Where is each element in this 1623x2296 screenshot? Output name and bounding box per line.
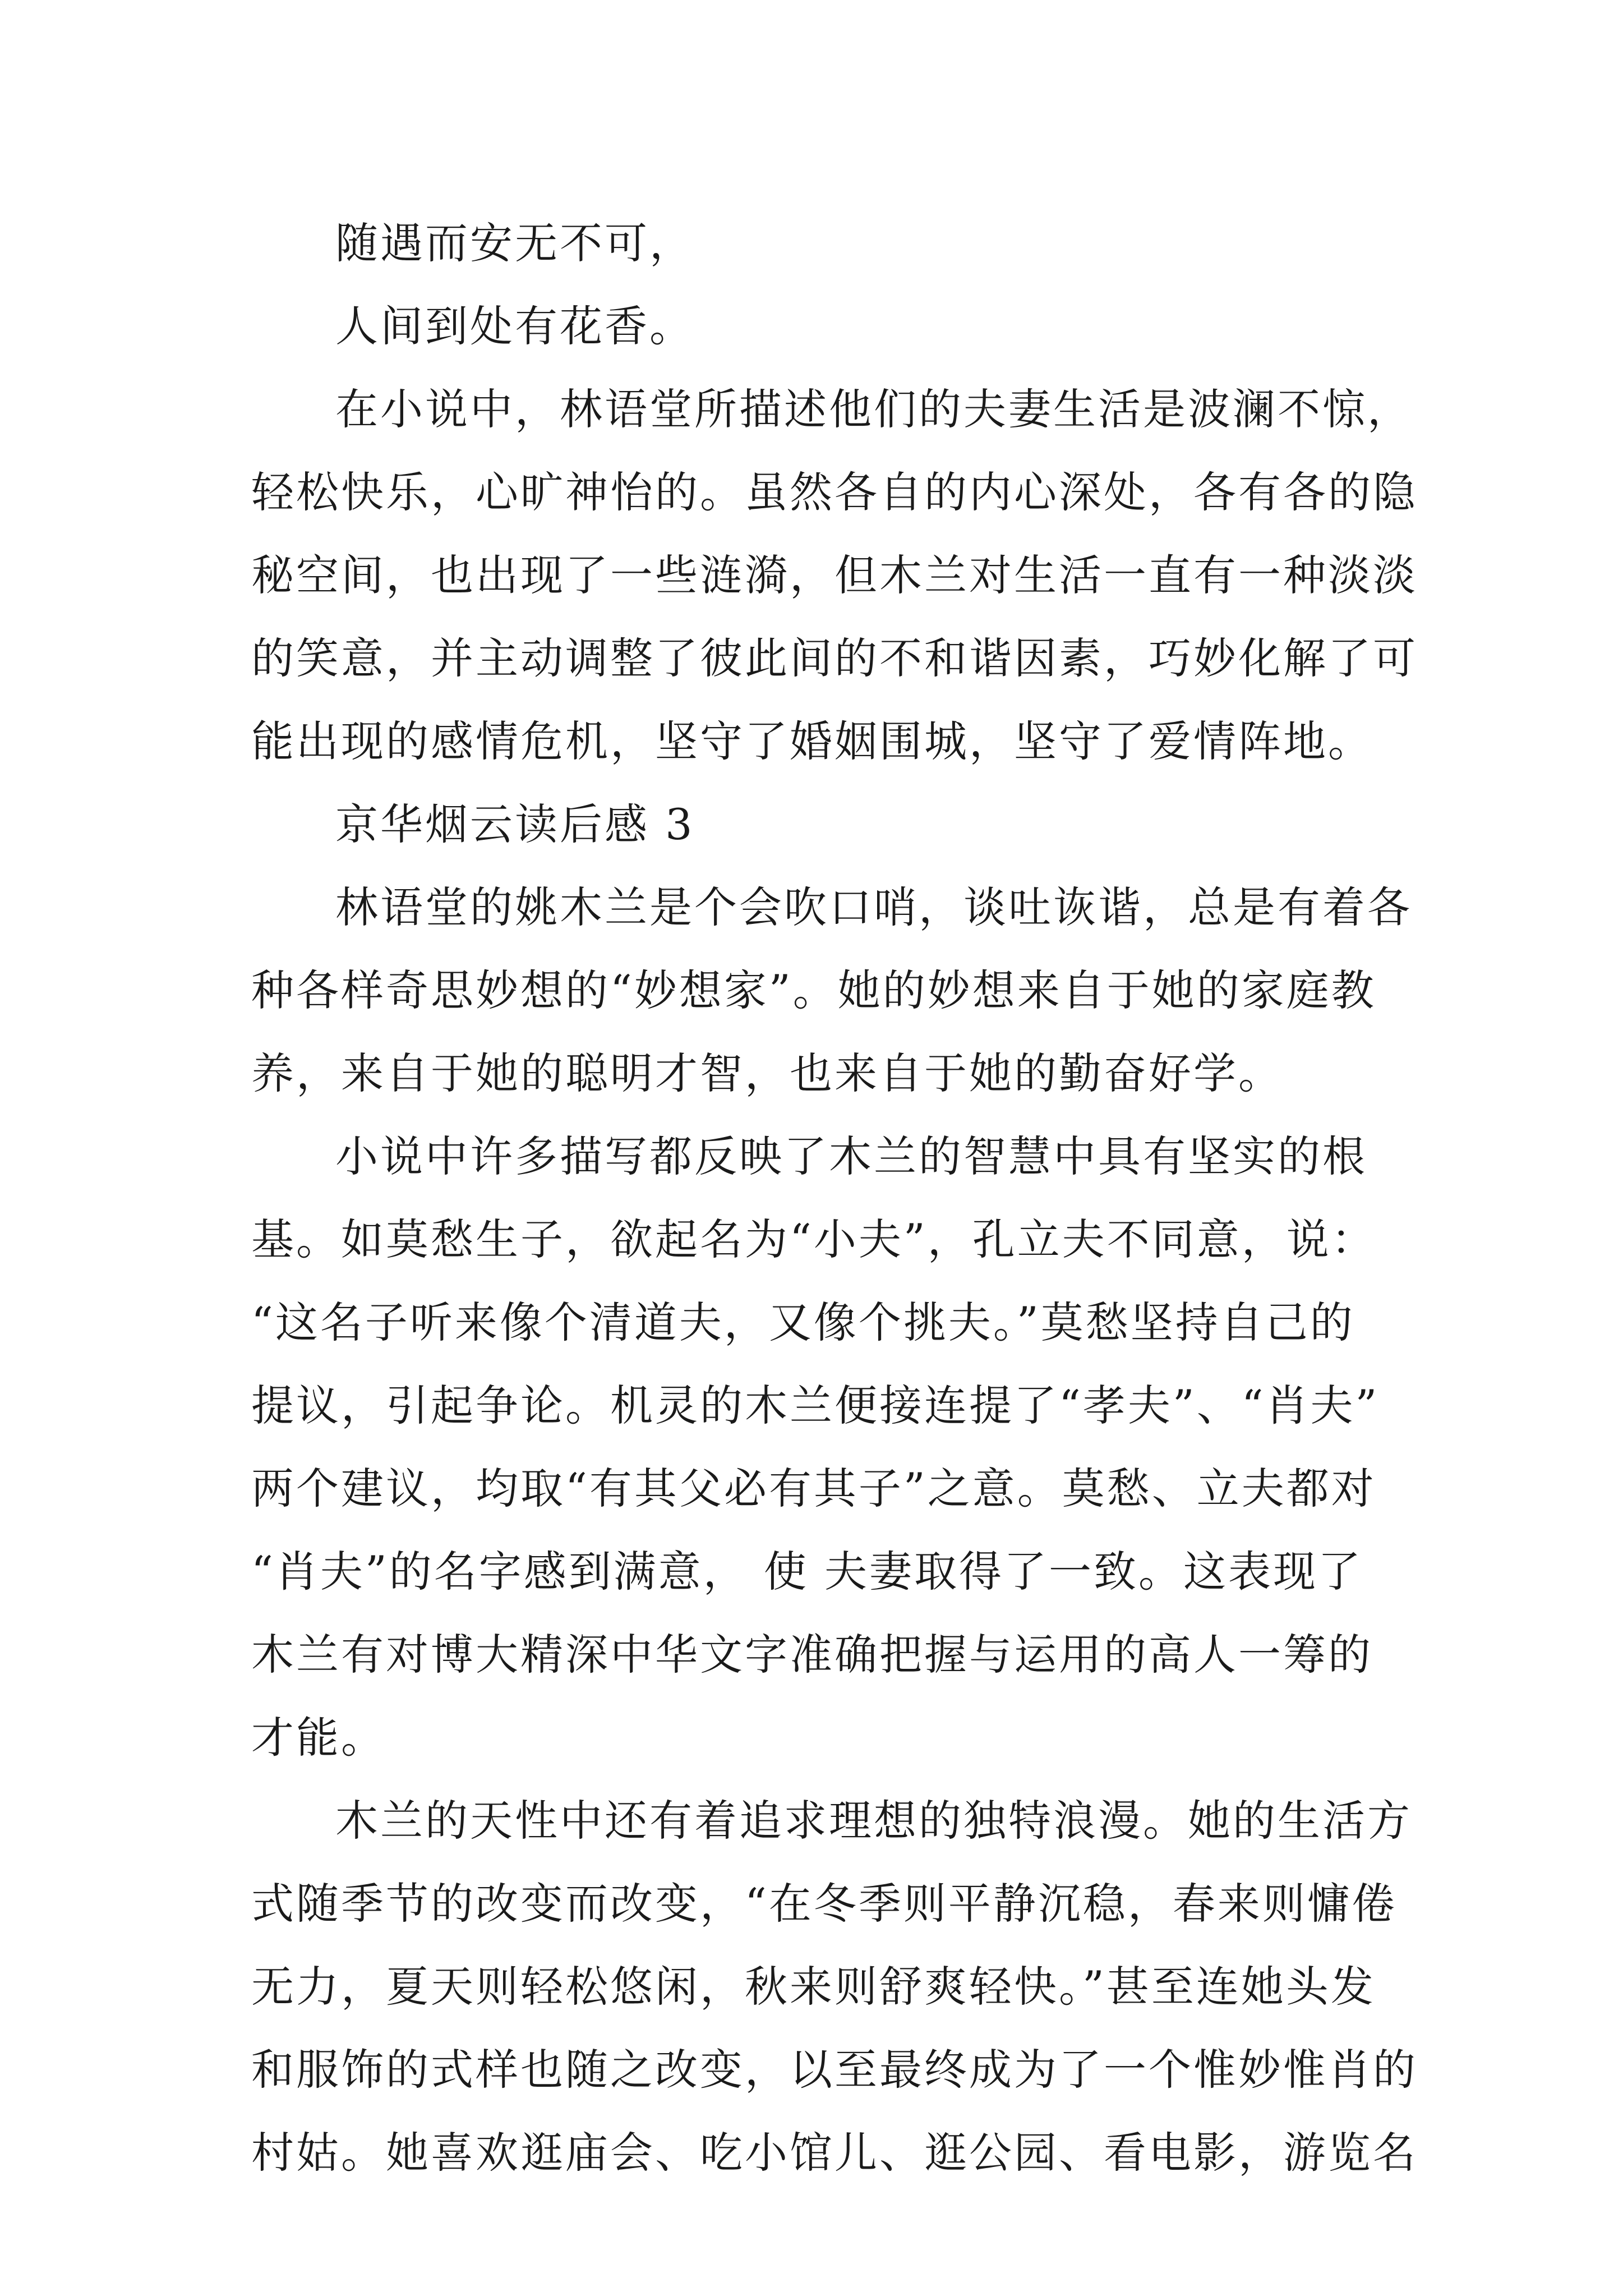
paragraph-line: 木兰的天性中还有着追求理想的独特浪漫。她的生活方 [335,1796,1412,1846]
paragraph-line: 两个建议，均取“有其父必有其子”之意。莫愁、立夫都对 [251,1464,1376,1513]
paragraph-line: 能出现的感情危机，坚守了婚姻围城，坚守了爱情阵地。 [251,716,1373,766]
paragraph-line: 基。如莫愁生子，欲起名为“小夫”，孔立夫不同意，说： [251,1214,1376,1264]
paragraph-line: 轻松快乐，心旷神怡的。虽然各自的内心深处，各有各的隐 [251,467,1418,517]
paragraph-line: 无力，夏天则轻松悠闲，秋来则舒爽轻快。”甚至连她头发 [251,1962,1376,2012]
paragraph-line: 村姑。她喜欢逛庙会、吃小馆儿、逛公园、看电影，游览名 [251,2128,1418,2178]
paragraph-line: 的笑意，并主动调整了彼此间的不和谐因素，巧妙化解了可 [251,633,1418,683]
paragraph-line: 式随季节的改变而改变，“在冬季则平静沉稳，春来则慵倦 [251,1879,1397,1929]
paragraph-line: 才能。 [251,1713,386,1763]
paragraph-line: 木兰有对博大精深中华文字准确把握与运用的高人一筹的 [251,1630,1373,1680]
paragraph-line: “肖夫”的名字感到满意， 使 夫妻取得了一致。这表现了 [251,1547,1363,1596]
paragraph-line: 和服饰的式样也随之改变，以至最终成为了一个惟妙惟肖的 [251,2045,1418,2095]
paragraph-line: 种各样奇思妙想的“妙想家”。她的妙想来自于她的家庭教 [251,965,1376,1015]
paragraph-line: 秘空间，也出现了一些涟漪，但木兰对生活一直有一种淡淡 [251,550,1418,600]
section-heading: 京华烟云读后感 3 [335,799,695,849]
paragraph-line: 提议，引起争论。机灵的木兰便接连提了“孝夫”、“肖夫” [251,1381,1380,1430]
poem-line: 人间到处有花香。 [335,301,694,351]
paragraph-line: 林语堂的姚木兰是个会吹口哨，谈吐诙谐，总是有着各 [335,882,1412,932]
paragraph-line: 在小说中，林语堂所描述他们的夫妻生活是波澜不惊， [335,384,1412,434]
poem-line: 随遇而安无不可， [335,218,694,268]
paragraph-line: 小说中许多描写都反映了木兰的智慧中具有坚实的根 [335,1131,1367,1181]
paragraph-line: 养，来自于她的聪明才智，也来自于她的勤奋好学。 [251,1048,1283,1098]
body-text [251,202,1418,2194]
paragraph-line: “这名子听来像个清道夫，又像个挑夫。”莫愁坚持自己的 [251,1297,1355,1347]
